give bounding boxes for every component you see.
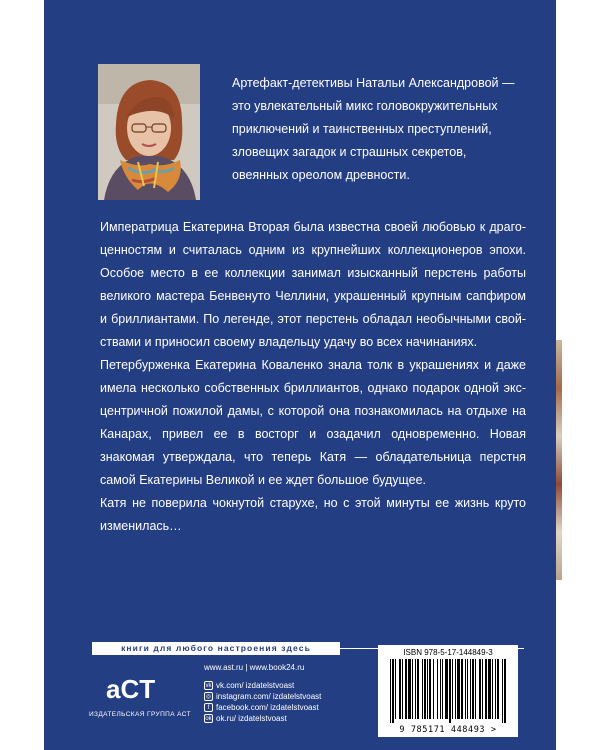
barcode-bar: [485, 659, 487, 719]
ok-icon: ok: [205, 716, 212, 722]
barcode-bar: [445, 659, 448, 719]
barcode-bar: [440, 659, 441, 719]
tagline: книги для любого настроения здесь: [92, 642, 340, 655]
barcode-bar: [449, 659, 451, 723]
barcode-bar: [424, 659, 426, 719]
barcode-bar: [408, 659, 411, 719]
barcode-bar: [417, 659, 419, 719]
isbn-number: ISBN 978-5-17-144849-3: [403, 648, 493, 657]
barcode-bar: [504, 659, 506, 723]
facebook-icon: f: [204, 703, 213, 712]
vk-icon: vk: [205, 683, 212, 689]
social-link-facebook[interactable]: [204, 702, 321, 713]
website-links[interactable]: www.ast.ru | www.book24.ru: [204, 663, 305, 672]
barcode-bar: [427, 659, 428, 719]
barcode-bar: [442, 659, 443, 719]
barcode-bar: [472, 659, 474, 719]
instagram-icon: ◎: [205, 694, 212, 700]
social-link-text: facebook.com/ izdatelstvoast: [216, 703, 319, 712]
barcode-bar: [488, 659, 491, 719]
paragraph: Императрица Екатерина Вторая была известна своей любовью к драгоценностям и считалась одним из крупнейших коллекционеров эпохи. Особое место в ее коллекции занимал изысканный перстень работы великого мастера Бенвенуто Челлини, украшенный крупным сапфиром и бриллиантами. По легенде, этот перстень обладал необычными свойствами и приносил своему владельцу удачу во всех начинаниях.: [100, 220, 526, 349]
social-link-instagram[interactable]: [204, 691, 321, 702]
blurb-line: зловещих загадок и страшных секретов,: [232, 145, 467, 159]
author-photo: [98, 64, 200, 200]
author-blurb: [232, 72, 522, 187]
ast-logo: [104, 668, 160, 708]
paragraph: Катя не поверила чокнутой старухе, но с этой минуты ее жизнь круто изменилась…: [100, 496, 526, 533]
barcode-bar: [402, 659, 403, 719]
barcode-bar: [399, 659, 401, 719]
barcode-panel: [378, 645, 518, 737]
blurb-line: приключений и таинственных преступлений,: [232, 122, 492, 136]
barcode-bar: [475, 659, 476, 719]
blurb-line: Артефакт-детективы Натальи Александровой —: [232, 76, 515, 90]
social-links: [204, 680, 321, 724]
logo-letters: aCT: [106, 674, 156, 704]
barcode-bar: [433, 659, 434, 719]
social-link-vk[interactable]: [204, 680, 321, 691]
barcode-bar: [455, 659, 456, 719]
barcode-bar: [502, 659, 503, 723]
barcode-bar: [395, 659, 396, 719]
social-link-text: instagram.com/ izdatelstvoast: [216, 692, 322, 701]
paragraph: Петербурженка Екатерина Коваленко знала толк в украшениях и даже имела несколько собственных бриллиантов, однако подарок одной эксцентричной пожилой дамы, с которой она познакомилась на отдыхе на Канарах, привел ее в восторг и озадачил одновременно. Новая знакомая утверждала, что теперь Катя — обладательница перстня самой Екатерины Великой и ее ждет большое будущее.: [100, 358, 526, 487]
barcode-bar: [465, 659, 466, 719]
social-link-text: ok.ru/ izdatelstvoast: [216, 714, 287, 723]
blurb-line: овеянных ореолом древности.: [232, 168, 410, 182]
barcode-bar: [457, 659, 460, 719]
barcode-bar: [470, 659, 471, 719]
barcode-bar: [482, 659, 483, 719]
blurb-line: это увлекательный микс головокружительных: [232, 99, 498, 113]
barcode: [388, 659, 508, 723]
barcode-bar: [497, 659, 499, 719]
barcode-bar: [415, 659, 416, 719]
barcode-bar: [479, 659, 481, 719]
front-cover-edge: [556, 340, 562, 580]
barcode-bar: [412, 659, 413, 719]
barcode-bar: [405, 659, 407, 719]
publisher-name: ИЗДАТЕЛЬСКАЯ ГРУППА АСТ: [88, 711, 191, 718]
barcode-bar: [492, 659, 493, 719]
social-link-text: vk.com/ izdatelstvoast: [216, 681, 295, 690]
annotation-text: [100, 216, 526, 538]
social-link-ok[interactable]: [204, 713, 321, 724]
barcode-bar: [390, 659, 391, 723]
barcode-bar: [392, 659, 394, 723]
page-margin: [556, 0, 600, 750]
barcode-bar: [467, 659, 468, 719]
barcode-bar: [437, 659, 438, 719]
barcode-digits: 9 785171 448493 >: [399, 725, 497, 735]
barcode-bar: [461, 659, 463, 719]
barcode-bar: [452, 659, 453, 719]
barcode-bar: [495, 659, 496, 719]
barcode-bar: [429, 659, 431, 719]
barcode-bar: [422, 659, 423, 719]
